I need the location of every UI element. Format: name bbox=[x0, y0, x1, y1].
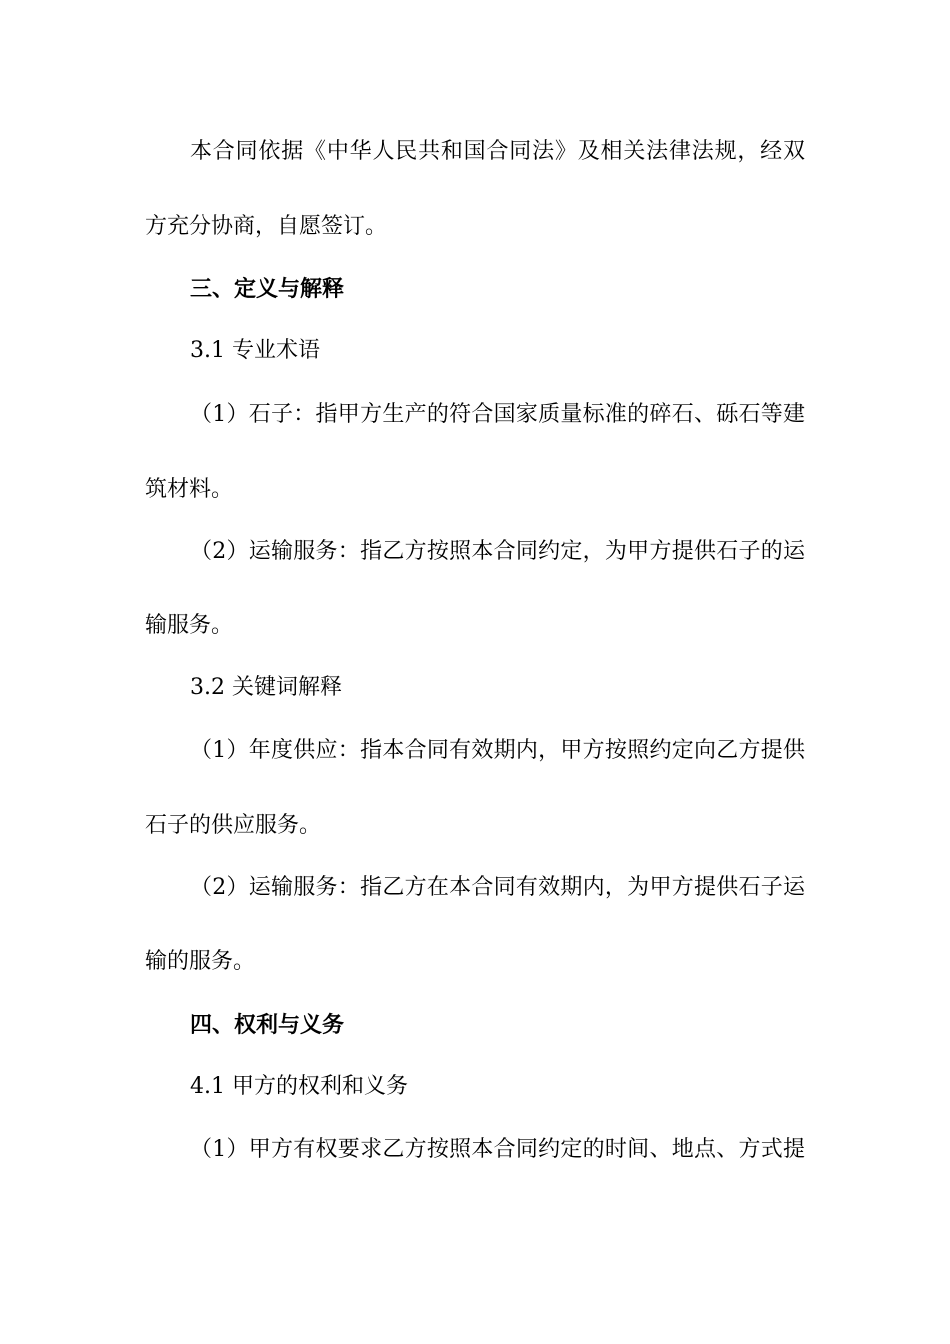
paragraph-line: （2）运输服务：指乙方在本合同有效期内，为甲方提供石子运 bbox=[190, 875, 805, 900]
paragraph-line: 输服务。 bbox=[145, 613, 234, 638]
subsection-heading: 3.2 关键词解释 bbox=[190, 675, 342, 700]
section-heading: 三、定义与解释 bbox=[190, 276, 345, 302]
paragraph-line: （1）年度供应：指本合同有效期内，甲方按照约定向乙方提供 bbox=[190, 738, 805, 763]
section-heading: 四、权利与义务 bbox=[190, 1012, 345, 1038]
paragraph-line: （1）甲方有权要求乙方按照本合同约定的时间、地点、方式提 bbox=[190, 1137, 805, 1162]
paragraph-line: 筑材料。 bbox=[145, 477, 234, 502]
paragraph-line: （1）石子：指甲方生产的符合国家质量标准的碎石、砾石等建 bbox=[190, 402, 805, 427]
paragraph-line: 本合同依据《中华人民共和国合同法》及相关法律法规，经双 bbox=[190, 139, 805, 164]
paragraph-line: 方充分协商，自愿签订。 bbox=[145, 214, 388, 239]
subsection-heading: 3.1 专业术语 bbox=[190, 338, 320, 363]
paragraph-line: 石子的供应服务。 bbox=[145, 813, 322, 838]
subsection-heading: 4.1 甲方的权利和义务 bbox=[190, 1074, 408, 1099]
paragraph-line: （2）运输服务：指乙方按照本合同约定，为甲方提供石子的运 bbox=[190, 539, 805, 564]
paragraph-line: 输的服务。 bbox=[145, 949, 256, 974]
